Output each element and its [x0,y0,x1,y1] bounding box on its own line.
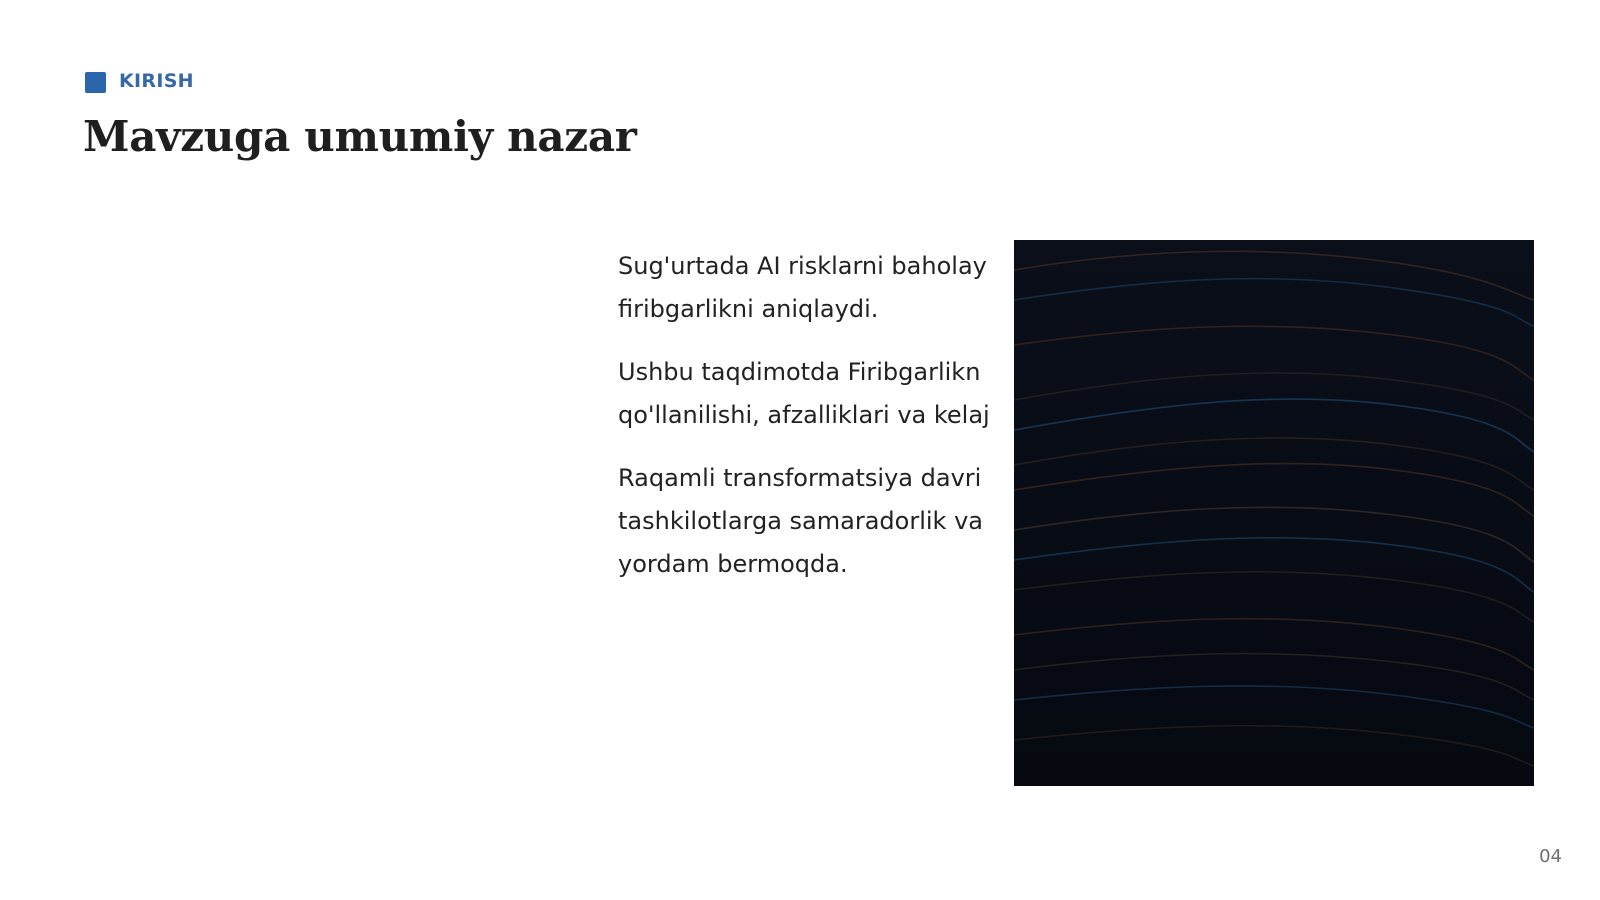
section-tag [85,68,194,93]
section-marker-square [85,72,106,93]
body-text [618,245,1014,586]
abstract-wave-image [1014,240,1534,786]
body-text-area [618,245,1014,605]
paragraph-2-line-2: qo'llanilishi, afzalliklari va kelaj [618,401,990,429]
paragraph-1 [618,245,1014,331]
paragraph-3-line-2: tashkilotlarga samaradorlik va [618,507,983,535]
page-number: 04 [1539,846,1562,867]
paragraph-3 [618,457,1014,586]
paragraph-2-line-1: Ushbu taqdimotda Firibgarlikn [618,358,981,386]
paragraph-1-line-1: Sug'urtada AI risklarni baholay [618,252,987,280]
paragraph-3-line-3: yordam bermoqda. [618,550,848,578]
paragraph-3-line-1: Raqamli transformatsiya davri [618,464,982,492]
wave-lines-graphic [1014,240,1534,786]
section-label: KIRISH [119,69,194,92]
paragraph-2 [618,351,1014,437]
paragraph-1-line-2: firibgarlikni aniqlaydi. [618,295,879,323]
page-title: Mavzuga umumiy nazar [83,112,637,161]
